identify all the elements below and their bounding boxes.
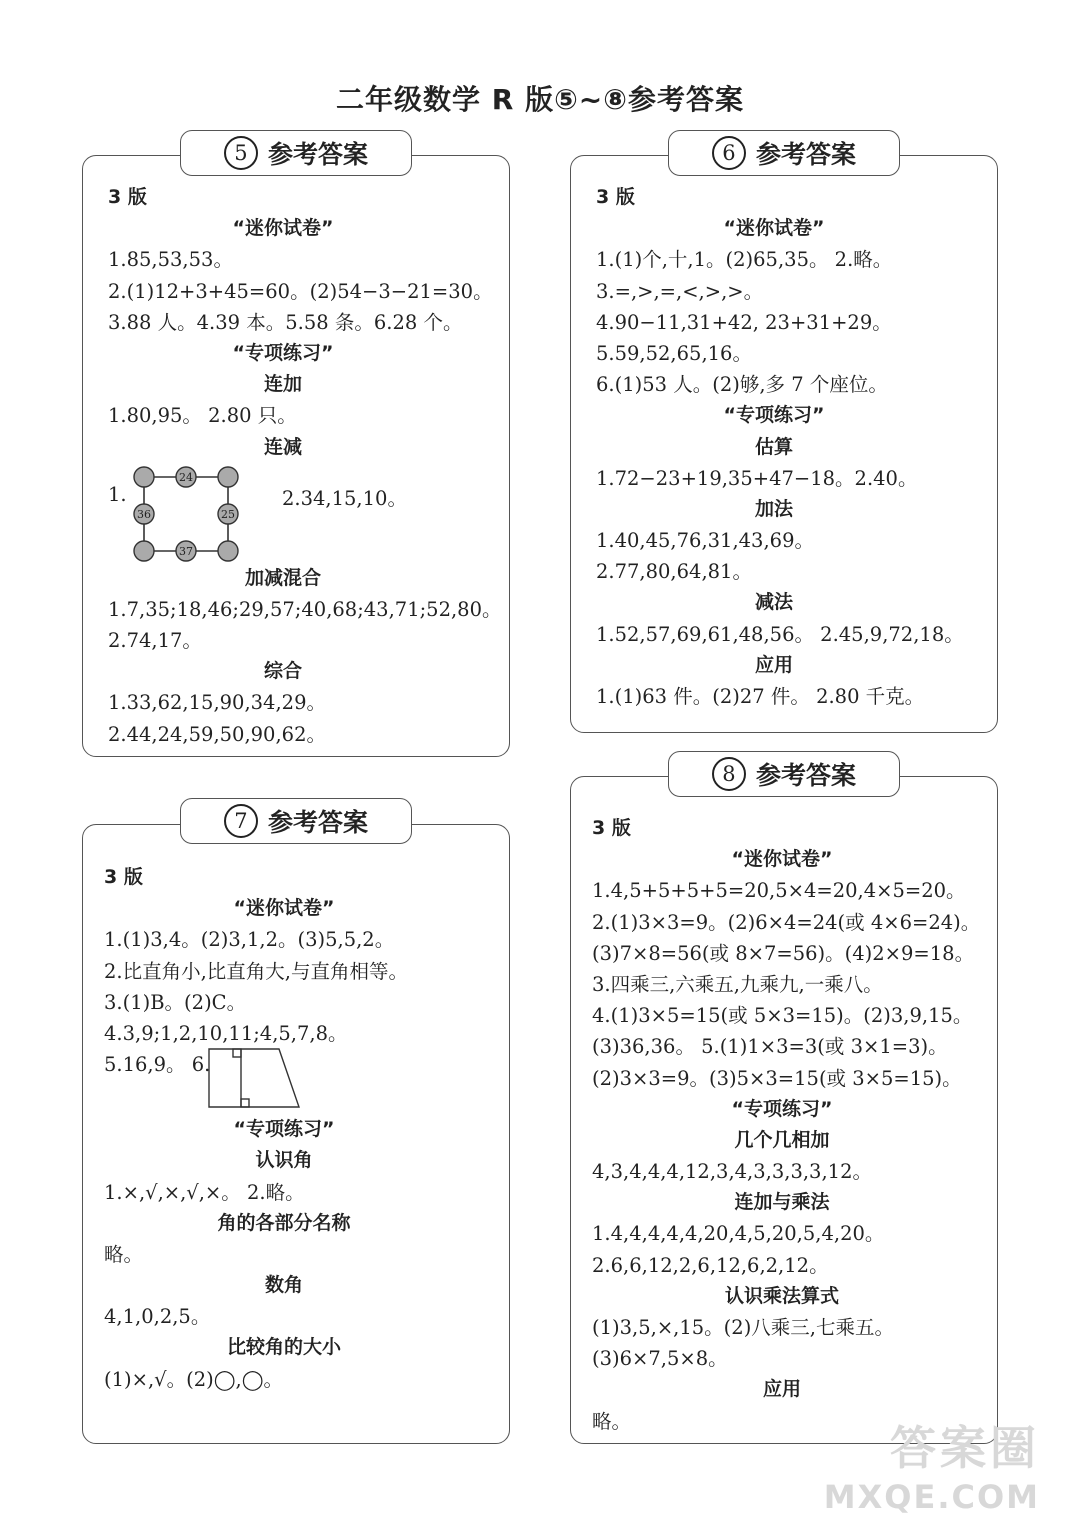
corner-circle xyxy=(134,541,154,561)
subsection-heading: 加法 xyxy=(754,497,793,520)
tab-label: 参考答案 xyxy=(755,761,856,790)
edition-label: 3 版 xyxy=(596,186,635,208)
subsection-heading: 综合 xyxy=(263,660,302,683)
answer-line: 2.74,17。 xyxy=(108,629,202,653)
circle-number: 8 xyxy=(712,757,746,791)
subsection-heading: 加减混合 xyxy=(244,566,321,589)
answer-line: (1)×,√。(2)◯,◯。 xyxy=(104,1367,284,1391)
answer-line: 2.(1)12+3+45=60。(2)54−3−21=30。 xyxy=(108,279,493,303)
answer-line: 4,3,4,4,4,12,3,4,3,3,3,3,12。 xyxy=(592,1160,872,1184)
node-label: 25 xyxy=(221,507,235,521)
subsection-heading: 认识角 xyxy=(255,1149,313,1172)
panel-8-content xyxy=(592,813,981,1437)
answer-line: 4.3,9;1,2,10,11;4,5,7,8。 xyxy=(104,1021,348,1045)
answer-line: 1.(1)3,4。(2)3,1,2。(3)5,5,2。 xyxy=(104,928,395,952)
answer-line: 5.59,52,65,16。 xyxy=(596,341,752,365)
panel-8-tab xyxy=(668,751,900,797)
subsection-heading: 认识乘法算式 xyxy=(724,1284,839,1307)
trapezoid-figure-row xyxy=(104,1049,464,1114)
corner-circle xyxy=(218,541,238,561)
edition-label: 3 版 xyxy=(104,866,143,888)
page-title: 二年级数学 R 版⑤~⑧参考答案 xyxy=(336,83,744,116)
answer-line: 4.90−11,31+42, 23+31+29。 xyxy=(596,310,892,334)
answer-line: 2.(1)3×3=9。(2)6×4=24(或 4×6=24)。 xyxy=(592,910,981,934)
subsection-heading: 应用 xyxy=(762,1378,801,1401)
answer-line: 3.四乘三,六乘五,九乘九,一乘八。 xyxy=(592,972,883,996)
answer-line: 略。 xyxy=(104,1242,144,1266)
corner-circle xyxy=(218,467,238,487)
answer-line: 1.40,45,76,31,43,69。 xyxy=(596,529,814,553)
section-heading: “专项练习” xyxy=(731,1097,833,1120)
subsection-heading: 比较角的大小 xyxy=(226,1336,341,1359)
circle-number: 7 xyxy=(224,804,258,838)
answer-line: 1.72−23+19,35+47−18。2.40。 xyxy=(596,466,918,490)
section-heading: “迷你试卷” xyxy=(731,848,833,871)
corner-circle xyxy=(134,467,154,487)
subsection-heading: 角的各部分名称 xyxy=(217,1211,351,1234)
panel-7-content xyxy=(104,862,464,1395)
answer-line: (1)3,5,×,15。(2)八乘三,七乘五。 xyxy=(592,1316,895,1339)
answer-line: 1.80,95。 2.80 只。 xyxy=(108,404,297,428)
section-heading: “迷你试卷” xyxy=(233,897,335,920)
node-label: 36 xyxy=(137,507,151,521)
answer-line: 4.(1)3×5=15(或 5×3=15)。(2)3,9,15。 xyxy=(592,1004,973,1028)
subsection-heading: 估算 xyxy=(754,435,793,458)
edition-label: 3 版 xyxy=(108,186,147,208)
panel-7-tab xyxy=(180,798,412,844)
edition-label: 3 版 xyxy=(592,817,631,839)
square-figure-row xyxy=(108,463,458,563)
square-number-diagram xyxy=(132,465,252,565)
section-heading: “专项练习” xyxy=(232,341,334,364)
section-heading: “迷你试卷” xyxy=(232,217,334,240)
answer-line: 1.(1)个,十,1。(2)65,35。 2.略。 xyxy=(596,248,893,272)
subsection-heading: 几个几相加 xyxy=(734,1128,830,1151)
answer-line: 1.7,35;18,46;29,57;40,68;43,71;52,80。 xyxy=(108,597,502,621)
subsection-heading: 连减 xyxy=(263,435,302,458)
subsection-heading: 连加与乘法 xyxy=(734,1191,830,1214)
site-watermark xyxy=(824,1412,1040,1516)
answer-line: 3.88 人。4.39 本。5.58 条。6.28 个。 xyxy=(108,310,463,334)
answer-line: (3)36,36。 5.(1)1×3=3(或 3×1=3)。 xyxy=(592,1035,948,1059)
answer-line: 略。 xyxy=(592,1409,632,1433)
figure-number: 1. xyxy=(108,482,127,506)
answer-line: 1.85,53,53。 xyxy=(108,248,233,272)
answer-line: 2.6,6,12,2,6,12,6,2,12。 xyxy=(592,1253,829,1277)
answer-line: (3)6×7,5×8。 xyxy=(592,1347,728,1371)
answer-line: 1.(1)63 件。(2)27 件。 2.80 千克。 xyxy=(596,685,925,708)
answer-line: 1.33,62,15,90,34,29。 xyxy=(108,691,326,715)
tab-label: 参考答案 xyxy=(755,140,856,169)
answer-inline: 2.34,15,10。 xyxy=(282,486,407,510)
panel-6-content xyxy=(596,182,964,712)
node-label: 37 xyxy=(179,544,193,558)
subsection-heading: 减法 xyxy=(754,591,793,614)
watermark-url: MXQE.COM xyxy=(823,1478,1040,1516)
answer-line: 3.=,>,=,<,>,>。 xyxy=(596,279,764,303)
section-heading: “迷你试卷” xyxy=(723,217,825,240)
answer-inline: 5.16,9。 6. xyxy=(104,1053,211,1077)
answer-line: 6.(1)53 人。(2)够,多 7 个座位。 xyxy=(596,373,888,397)
section-heading: “专项练习” xyxy=(723,404,825,427)
tab-label: 参考答案 xyxy=(267,808,368,837)
subsection-heading: 数角 xyxy=(264,1274,303,1297)
circle-number: 5 xyxy=(224,136,258,170)
answer-line: 3.(1)B。(2)C。 xyxy=(104,990,247,1014)
circle-number: 6 xyxy=(712,136,746,170)
panel-5-content xyxy=(108,182,502,750)
watermark-logo-text: 答案圈 xyxy=(890,1421,1040,1475)
answer-line: 1.52,57,69,61,48,56。 2.45,9,72,18。 xyxy=(596,622,964,646)
subsection-heading: 应用 xyxy=(754,653,793,676)
answer-line: 1.4,4,4,4,4,20,4,5,20,5,4,20。 xyxy=(592,1222,885,1246)
subsection-heading: 连加 xyxy=(263,373,302,396)
section-heading: “专项练习” xyxy=(233,1118,335,1141)
answer-line: 2.44,24,59,50,90,62。 xyxy=(108,722,326,746)
answer-line: (3)7×8=56(或 8×7=56)。(4)2×9=18。 xyxy=(592,941,975,965)
answer-line: 1.×,√,×,√,×。 2.略。 xyxy=(104,1180,305,1204)
answer-line: 4,1,0,2,5。 xyxy=(104,1305,211,1329)
tab-label: 参考答案 xyxy=(267,140,368,169)
answer-line: (2)3×3=9。(3)5×3=15(或 3×5=15)。 xyxy=(592,1066,962,1090)
panel-6-tab xyxy=(668,130,900,176)
answer-line: 2.77,80,64,81。 xyxy=(596,560,752,584)
answer-line: 1.4,5+5+5+5=20,5×4=20,4×5=20。 xyxy=(592,879,966,903)
right-trapezoid-diagram xyxy=(207,1045,307,1109)
node-label: 24 xyxy=(179,470,193,484)
panel-5-tab xyxy=(180,130,412,176)
answer-line: 2.比直角小,比直角大,与直角相等。 xyxy=(104,959,409,983)
